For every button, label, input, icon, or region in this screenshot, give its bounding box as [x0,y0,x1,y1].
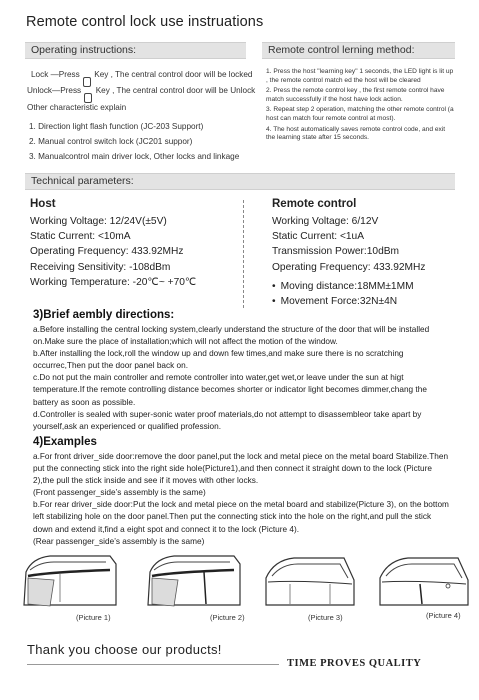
column-divider [243,200,244,308]
learning-step: 3. Repeat step 2 operation, matching the other remote control (a host can match four remote control at most). [266,106,454,122]
lock-text-prefix: Lock —Press [31,70,82,79]
door-illustration-icon [144,550,244,612]
learning-steps [266,68,456,145]
learning-step: 1. Press the host "learning key" 1 seconds, the LED light is lit up , the remote control match ed the host will be cleared [266,68,454,84]
picture-2 [144,550,244,630]
assembly-pictures [20,550,460,630]
lock-instruction [31,70,252,87]
door-illustration-icon [260,550,360,612]
remote-specs [272,198,462,309]
picture-1 [20,550,120,630]
example-paragraph: a.For front driver_side door:remove the door panel,put the lock and metal piece on the metal board Stabilize.Then put the connecting stick into the right side hole(Picture1),and then connect it straight down to the lock (Picture 2),the pull the stick inside and see if it moves with other locks. [33,452,449,486]
brief-directions-text [33,324,453,433]
examples-title: 4)Examples [33,436,97,448]
examples-text [33,451,453,548]
host-title: Host [30,198,56,210]
picture-3 [260,550,360,630]
feature-item: 1. Direction light flash function (JC-203 Support) [29,122,204,131]
feature-item: 2. Manual control switch lock (JC201 suppor) [29,137,193,146]
learning-step: 2. Press the remote control key , the first remote control have match successfully if the host have lock action. [266,87,445,103]
brief-directions-title: 3)Brief aembly directions: [33,309,175,321]
picture-4 [374,550,474,630]
operating-instructions-header: Operating instructions: [25,42,246,59]
example-paragraph: (Front passenger_side’s assembly is the same) [33,488,206,498]
door-illustration-icon [374,550,474,612]
page-title: Remote control lock use instruations [26,14,264,30]
picture-label: (Picture 1) [76,613,111,622]
remote-spec: Working Voltage: 6/12V [272,216,379,227]
example-paragraph: (Rear passenger_side’s assembly is the same) [33,536,205,546]
remote-spec: Operating Frequency: 433.92MHz [272,261,426,273]
brief-paragraph: d.Controller is sealed with super-sonic water proof materials,do not attempt to disassembleor take apart by yourself,ask an experienced or qualified profession. [33,409,422,431]
remote-spec: Static Current: <1uA [272,231,365,243]
host-spec: Operating Frequency: 433.92MHz [30,246,184,258]
brief-paragraph: a.Before installing the central locking system,clearly understand the structure of the door that will be installed on.Make sure the place of installation;which will not affect the motion of the window. [33,325,430,347]
picture-label: (Picture 2) [210,613,245,622]
brief-paragraph: c.Do not put the main controller and remote controller into water,get wet,or leave under the sun at higt temperature.If the remote controlling distance becomes shorter or indicator light becomes dimmer,chang the battery as soon as possible. [33,373,427,407]
unlock-text-prefix: Unlock—Press [27,86,84,95]
remote-title: Remote control [272,198,357,210]
thank-you-message: Thank you choose our products! [27,642,222,657]
feature-item: 3. Manualcontrol main driver lock, Other locks and linkage [29,152,240,161]
unlock-key-icon [84,93,92,103]
other-characteristic: Other characteristic explain [27,103,127,112]
remote-spec-bullet: • Moving distance:18MM±1MM [272,279,462,294]
host-spec: Working Voltage: 12/24V(±5V) [30,216,167,227]
remote-spec: Transmission Power:10dBm [272,246,400,258]
picture-label: (Picture 3) [308,613,343,622]
lock-text-suffix: Key , The central control door will be locked [91,70,253,79]
host-spec: Working Temperature: -20℃~ +70℃ [30,276,197,288]
picture-label: (Picture 4) [426,611,461,620]
learning-step: 4. The host automatically saves remote control code, and exit the learning state after 15 seconds. [266,125,446,142]
door-illustration-icon [20,550,120,612]
example-paragraph: b.For rear driver_side door:Put the lock and metal piece on the metal board and stabilize(Picture 3), on the bottom left stabilizing hole on the door panel.Then put the connecting stick into the hole on the right,and pull the stick down and extend it,find a eight spot and connect it to the lock (Picture 4). [33,500,449,534]
brief-paragraph: b.After installing the lock,roll the window up and down few times,and make sure there is no scratching occurrec,Then put the door panel back on. [33,349,404,371]
footer-divider [27,664,279,665]
host-spec: Static Current: <10mA [30,231,131,243]
remote-learning-header: Remote control lerning method: [262,42,455,59]
host-spec: Receiving Sensitivity: -108dBm [30,261,171,273]
remote-spec-bullet: • Movement Force:32N±4N [272,294,462,309]
technical-parameters-header: Technical parameters: [25,173,455,190]
unlock-text-suffix: Key , The central control door will be Unlock [93,86,256,95]
unlock-instruction [27,86,255,103]
quality-slogan: TIME PROVES QUALITY [287,658,422,669]
host-specs [30,198,245,290]
